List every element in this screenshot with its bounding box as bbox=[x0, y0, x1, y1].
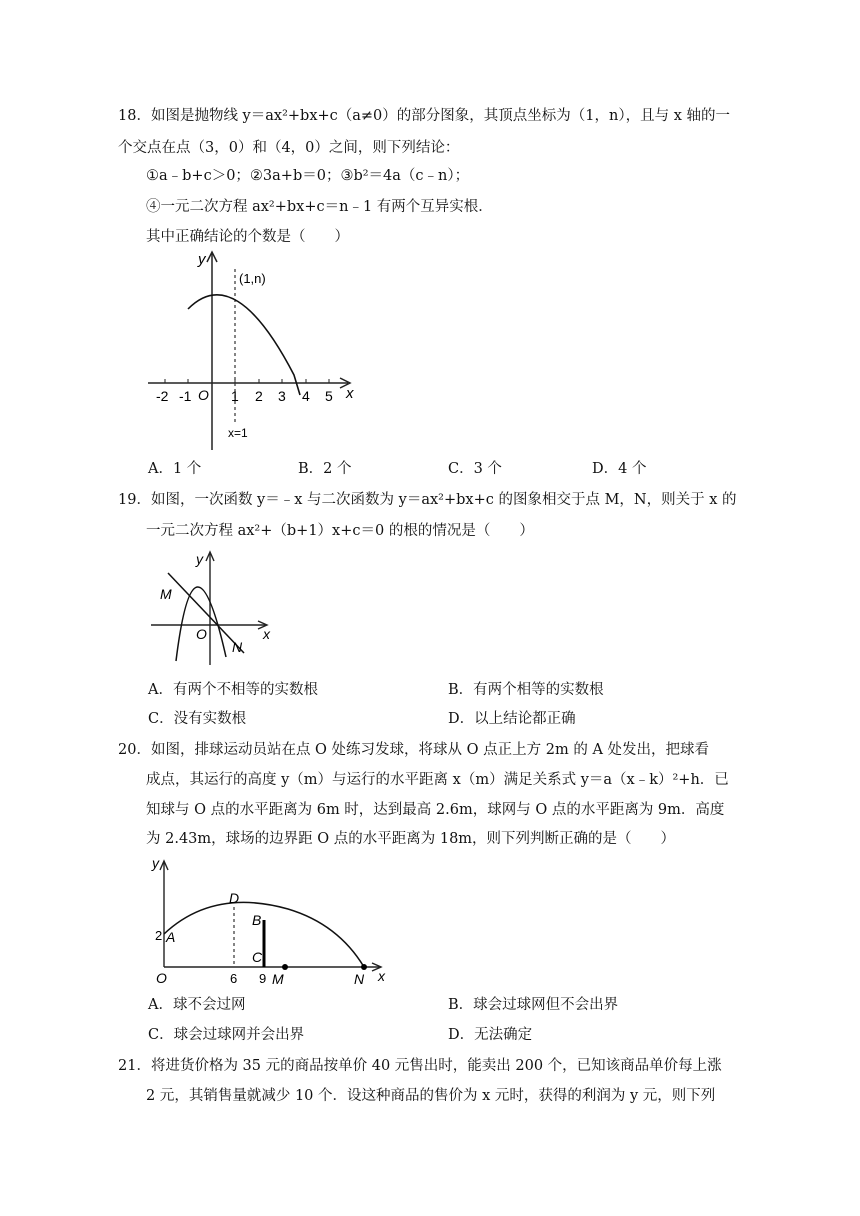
point-b-label: B bbox=[252, 912, 262, 928]
q20-volleyball-graph bbox=[148, 852, 393, 987]
q19-line-1: 19．如图，一次函数 y＝﹣x 与二次函数为 y＝ax²+bx+c 的图象相交于点 M，N，则关于 x 的 bbox=[118, 492, 737, 508]
q19-choice-c[interactable]: C．没有实数根 bbox=[148, 711, 247, 727]
axis-of-symmetry-label: x=1 bbox=[228, 426, 248, 440]
point-c-label: C bbox=[252, 949, 263, 965]
tick-label: 5 bbox=[325, 388, 333, 404]
q20-line-3: 知球与 O 点的水平距离为 6m 时，达到最高 2.6m，球网与 O 点的水平距离为 9m．高度 bbox=[146, 802, 725, 818]
q21-line-1: 21．将进货价格为 35 元的商品按单价 40 元售出时，能卖出 200 个，已知该商品单价每上涨 bbox=[118, 1058, 722, 1074]
point-n-label: N bbox=[354, 971, 365, 987]
point-m-label: M bbox=[160, 586, 172, 602]
distance-6-label: 6 bbox=[230, 971, 238, 986]
x-axis-label: x bbox=[346, 385, 354, 402]
q20-choice-d[interactable]: D．无法确定 bbox=[448, 1027, 533, 1043]
y-axis-label: y bbox=[198, 251, 206, 268]
tick-label: 2 bbox=[255, 388, 263, 404]
point-d-label: D bbox=[229, 890, 240, 906]
q19-choice-b[interactable]: B．有两个相等的实数根 bbox=[448, 682, 604, 698]
point-m-label: M bbox=[272, 971, 284, 987]
x-axis-label: x bbox=[263, 626, 270, 642]
y-axis-label: y bbox=[152, 855, 159, 871]
q18-line-1: 18．如图是抛物线 y＝ax²+bx+c（a≠0）的部分图象，其顶点坐标为（1，n），且与 x 轴的一 bbox=[118, 108, 730, 124]
q18-line-4: ④一元二次方程 ax²+bx+c＝n﹣1 有两个互异实根． bbox=[146, 199, 493, 215]
tick-label: -2 bbox=[156, 388, 169, 404]
height-2-label: 2 bbox=[155, 928, 163, 943]
origin-label: O bbox=[196, 626, 207, 642]
tick-label: 1 bbox=[231, 388, 239, 404]
q18-line-2: 个交点在点（3，0）和（4，0）之间，则下列结论： bbox=[118, 140, 460, 156]
q18-choice-c[interactable]: C．3 个 bbox=[448, 461, 502, 477]
q19-line-2: 一元二次方程 ax²+（b+1）x+c＝0 的根的情况是（ ） bbox=[146, 523, 534, 539]
q20-line-2: 成点，其运行的高度 y（m）与运行的水平距离 x（m）满足关系式 y＝a（x﹣k）²+h．已 bbox=[146, 772, 729, 788]
q18-choice-a[interactable]: A．1 个 bbox=[148, 461, 202, 477]
tick-label: -1 bbox=[179, 388, 192, 404]
point-o-label: O bbox=[156, 970, 167, 986]
q20-choice-b[interactable]: B．球会过球网但不会出界 bbox=[448, 997, 619, 1013]
q21-line-2: 2 元，其销售量就减少 10 个．设这种商品的售价为 x 元时，获得的利润为 y 元，则下列 bbox=[146, 1088, 716, 1104]
q18-line-3: ①a﹣b+c＞0；②3a+b＝0；③b²＝4a（c﹣n）； bbox=[146, 168, 470, 184]
q20-choice-c[interactable]: C．球会过球网并会出界 bbox=[148, 1027, 305, 1043]
q19-choice-a[interactable]: A．有两个不相等的实数根 bbox=[148, 682, 318, 698]
distance-9-label: 9 bbox=[259, 971, 267, 986]
tick-label: 4 bbox=[302, 388, 310, 404]
q18-choice-d[interactable]: D．4 个 bbox=[592, 461, 647, 477]
x-axis-label: x bbox=[378, 968, 385, 984]
q18-choice-b[interactable]: B．2 个 bbox=[298, 461, 352, 477]
q20-choice-a[interactable]: A．球不会过网 bbox=[148, 997, 246, 1013]
q20-line-1: 20．如图，排球运动员站在点 O 处练习发球，将球从 O 点正上方 2m 的 A 处发出，把球看 bbox=[118, 742, 710, 758]
point-n-label: N bbox=[232, 639, 243, 655]
q18-parabola-graph bbox=[140, 245, 365, 455]
origin-label: O bbox=[198, 387, 209, 403]
q19-graph bbox=[148, 545, 278, 667]
y-axis-label: y bbox=[196, 551, 203, 567]
point-a-label: A bbox=[166, 929, 176, 945]
q18-line-5: 其中正确结论的个数是（ ） bbox=[146, 229, 349, 245]
vertex-label: (1,n) bbox=[239, 271, 266, 286]
tick-label: 3 bbox=[278, 388, 286, 404]
q20-line-4: 为 2.43m，球场的边界距 O 点的水平距离为 18m，则下列判断正确的是（ ） bbox=[146, 831, 676, 847]
q19-choice-d[interactable]: D．以上结论都正确 bbox=[448, 711, 576, 727]
